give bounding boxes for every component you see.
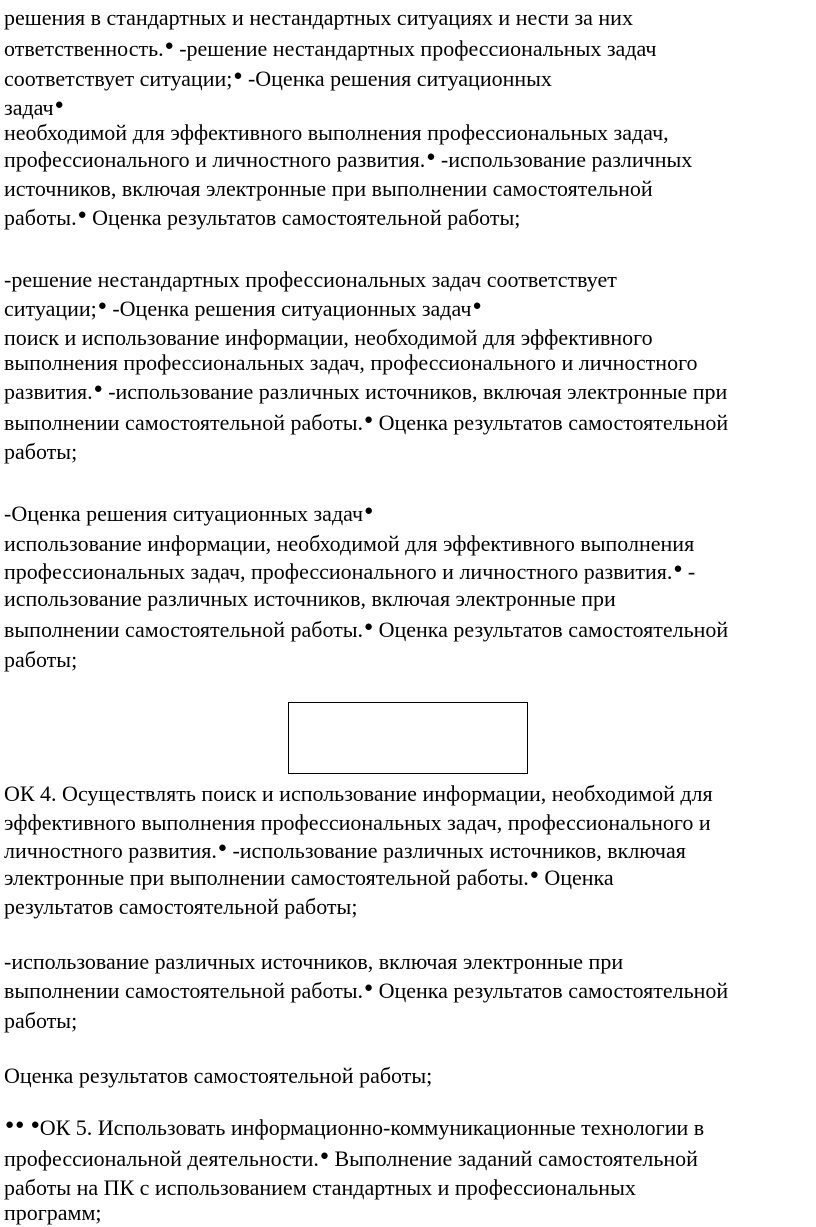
bullet-icon: ● bbox=[5, 1117, 15, 1133]
text-line bbox=[4, 530, 694, 558]
text-segment: работы; bbox=[4, 1008, 78, 1033]
text-line bbox=[4, 175, 653, 203]
text-segment: работы. bbox=[4, 205, 77, 230]
bullet-icon: ● bbox=[364, 619, 374, 635]
text-segment: Оценка bbox=[538, 865, 614, 890]
text-line bbox=[4, 65, 552, 96]
text-segment: Оценка результатов самостоятельной работы; bbox=[86, 205, 521, 230]
text-line bbox=[4, 378, 727, 409]
bullet-icon: ● bbox=[30, 1117, 40, 1133]
text-segment: -использование различных источников, включая электронные при bbox=[102, 379, 728, 404]
text-segment: работы на ПК с использованием стандартных и профессиональных bbox=[4, 1175, 636, 1200]
bullet-icon: ● bbox=[529, 867, 539, 883]
text-line bbox=[4, 809, 711, 837]
text-line bbox=[4, 1062, 432, 1090]
text-segment: Оценка результатов самостоятельной bbox=[373, 617, 729, 642]
empty-box bbox=[288, 702, 528, 774]
text-segment: результатов самостоятельной работы; bbox=[4, 894, 358, 919]
text-segment: -решение нестандартных профессиональных задач соответствует bbox=[4, 267, 617, 292]
text-line bbox=[4, 35, 656, 66]
text-line bbox=[4, 585, 616, 613]
text-segment: выполнения профессиональных задач, профессионального и личностного bbox=[4, 350, 698, 375]
text-line bbox=[4, 646, 77, 674]
text-line bbox=[4, 349, 698, 377]
text-segment: Выполнение заданий самостоятельной bbox=[328, 1146, 698, 1171]
text-segment: программ; bbox=[4, 1200, 102, 1225]
text-line bbox=[4, 977, 728, 1008]
text-segment: личностного развития. bbox=[4, 838, 217, 863]
text-line bbox=[4, 616, 728, 647]
bullet-icon: ● bbox=[54, 97, 64, 113]
bullet-icon: ● bbox=[472, 298, 482, 314]
bullet-icon: ● bbox=[426, 149, 436, 165]
text-line bbox=[4, 438, 77, 466]
bullet-icon: ● bbox=[233, 68, 243, 84]
text-line bbox=[4, 948, 623, 976]
text-line bbox=[4, 893, 357, 921]
text-line bbox=[4, 146, 692, 177]
text-segment: -использование различных источников, включая электронные при bbox=[4, 949, 624, 974]
text-line bbox=[4, 1145, 698, 1176]
text-line bbox=[4, 204, 520, 235]
bullet-icon: ● bbox=[364, 980, 374, 996]
text-segment: -решение нестандартных профессиональных задач bbox=[173, 36, 657, 61]
text-segment: работы; bbox=[4, 439, 78, 464]
text-segment: использование различных источников, включая электронные при bbox=[4, 586, 616, 611]
bullet-icon: ● bbox=[77, 207, 87, 223]
text-segment: - bbox=[682, 559, 696, 584]
text-line bbox=[4, 4, 633, 32]
text-segment: выполнении самостоятельной работы. bbox=[4, 978, 364, 1003]
text-segment: выполнении самостоятельной работы. bbox=[4, 410, 364, 435]
text-segment: -Оценка решения ситуационных задач bbox=[4, 501, 364, 526]
text-segment: профессиональной деятельности. bbox=[4, 1146, 319, 1171]
text-line bbox=[4, 500, 373, 531]
bullet-icon: ● bbox=[15, 1117, 25, 1133]
text-segment: профессиональных задач, профессионального и личностного развития. bbox=[4, 559, 673, 584]
text-line bbox=[4, 780, 713, 808]
text-line bbox=[4, 1199, 102, 1227]
text-segment: работы; bbox=[4, 647, 78, 672]
text-segment: электронные при выполнении самостоятельной работы. bbox=[4, 865, 529, 890]
text-segment: необходимой для эффективного выполнения профессиональных задач, bbox=[4, 120, 669, 145]
text-line bbox=[4, 295, 482, 326]
text-segment: выполнении самостоятельной работы. bbox=[4, 617, 364, 642]
text-line bbox=[4, 1174, 636, 1202]
bullet-icon: ● bbox=[217, 840, 227, 856]
text-line bbox=[4, 864, 614, 895]
text-segment: -использование различных bbox=[435, 147, 693, 172]
text-segment: -Оценка решения ситуационных задач bbox=[106, 296, 472, 321]
bullet-icon: ● bbox=[319, 1148, 329, 1164]
text-segment: ОК 4. Осуществлять поиск и использование информации, необходимой для bbox=[4, 781, 713, 806]
text-line bbox=[4, 1007, 77, 1035]
text-segment: -Оценка решения ситуационных bbox=[242, 66, 552, 91]
text-segment: использование информации, необходимой для эффективного выполнения bbox=[4, 531, 695, 556]
text-line bbox=[4, 266, 617, 294]
bullet-icon: ● bbox=[97, 298, 107, 314]
text-segment: решения в стандартных и нестандартных ситуациях и нести за них bbox=[4, 5, 633, 30]
text-segment: Оценка результатов самостоятельной bbox=[373, 978, 729, 1003]
text-segment: источников, включая электронные при выполнении самостоятельной bbox=[4, 176, 653, 201]
text-segment: Оценка результатов самостоятельной работы; bbox=[4, 1063, 433, 1088]
text-segment: задач bbox=[4, 95, 54, 120]
text-segment: -использование различных источников, включая bbox=[226, 838, 686, 863]
text-segment bbox=[24, 1115, 30, 1140]
text-line bbox=[4, 1114, 704, 1145]
text-segment: ответственность. bbox=[4, 36, 164, 61]
text-segment: ОК 5. Использовать информационно-коммуникационные технологии в bbox=[39, 1115, 705, 1140]
text-segment: эффективного выполнения профессиональных задач, профессионального и bbox=[4, 810, 711, 835]
bullet-icon: ● bbox=[93, 381, 103, 397]
text-segment: профессионального и личностного развития. bbox=[4, 147, 426, 172]
text-segment: соответствует ситуации; bbox=[4, 66, 233, 91]
text-segment: Оценка результатов самостоятельной bbox=[373, 410, 729, 435]
text-line bbox=[4, 324, 653, 352]
bullet-icon: ● bbox=[364, 412, 374, 428]
bullet-icon: ● bbox=[164, 38, 174, 54]
bullet-icon: ● bbox=[364, 503, 374, 519]
text-segment: ситуации; bbox=[4, 296, 97, 321]
text-segment: развития. bbox=[4, 379, 93, 404]
text-segment: поиск и использование информации, необходимой для эффективного bbox=[4, 325, 653, 350]
bullet-icon: ● bbox=[673, 561, 683, 577]
text-line bbox=[4, 119, 669, 147]
text-line bbox=[4, 409, 728, 440]
